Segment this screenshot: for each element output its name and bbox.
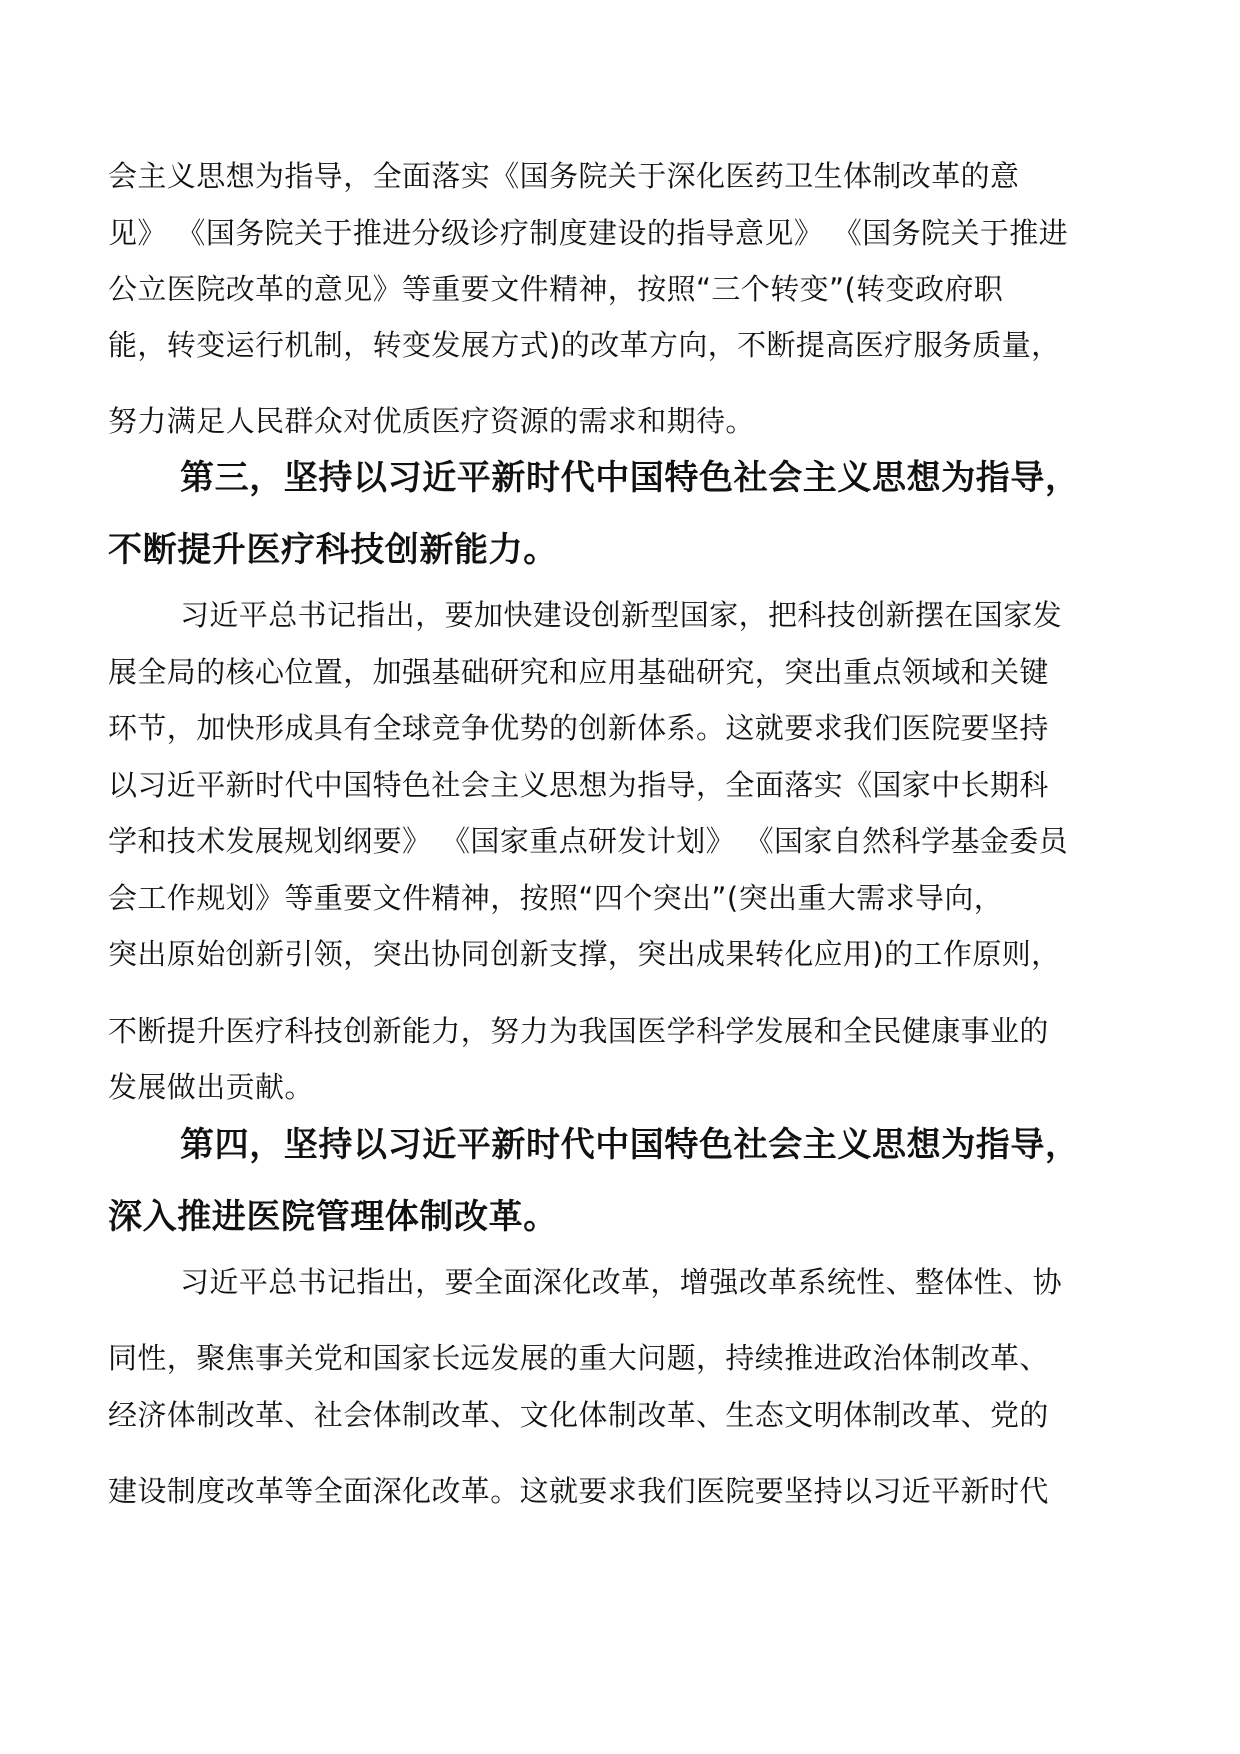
body-line: 见》 《国务院关于推进分级诊疗制度建设的指导意见》 《国务院关于推进: [108, 216, 1069, 250]
body-line: 以习近平新时代中国特色社会主义思想为指导，全面落实《国家中长期科: [108, 768, 1049, 802]
body-line: 展全局的核心位置，加强基础研究和应用基础研究，突出重点领域和关键: [108, 655, 1049, 689]
section-3-heading-line-1: 第三，坚持以习近平新时代中国特色社会主义思想为指导，: [180, 458, 1080, 498]
body-line: 习近平总书记指出，要加快建设创新型国家，把科技创新摆在国家发: [180, 598, 1063, 632]
body-line: 建设制度改革等全面深化改革。这就要求我们医院要坚持以习近平新时代: [108, 1474, 1049, 1508]
body-line: 不断提升医疗科技创新能力，努力为我国医学科学发展和全民健康事业的: [108, 1014, 1049, 1048]
body-line: 会主义思想为指导，全面落实《国务院关于深化医药卫生体制改革的意: [108, 159, 1020, 193]
body-line: 能，转变运行机制，转变发展方式)的改革方向，不断提高医疗服务质量，: [108, 328, 1061, 362]
body-line: 会工作规划》等重要文件精神，按照“四个突出”(突出重大需求导向，: [108, 881, 1004, 915]
body-line: 经济体制改革、社会体制改革、文化体制改革、生态文明体制改革、党的: [108, 1398, 1049, 1432]
section-4-heading-line-1: 第四，坚持以习近平新时代中国特色社会主义思想为指导，: [180, 1125, 1080, 1165]
section-3-heading-line-2: 不断提升医疗科技创新能力。: [108, 530, 558, 570]
body-line: 同性，聚焦事关党和国家长远发展的重大问题，持续推进政治体制改革、: [108, 1341, 1049, 1375]
body-line: 习近平总书记指出，要全面深化改革，增强改革系统性、整体性、协: [180, 1265, 1063, 1299]
body-line: 努力满足人民群众对优质医疗资源的需求和期待。: [108, 404, 755, 438]
body-line: 突出原始创新引领，突出协同创新支撑，突出成果转化应用)的工作原则，: [108, 937, 1061, 971]
body-line: 公立医院改革的意见》等重要文件精神，按照“三个转变”(转变政府职: [108, 272, 1004, 306]
body-line: 学和技术发展规划纲要》 《国家重点研发计划》 《国家自然科学基金委员: [108, 824, 1069, 858]
body-line: 环节，加快形成具有全球竞争优势的创新体系。这就要求我们医院要坚持: [108, 711, 1049, 745]
section-4-heading-line-2: 深入推进医院管理体制改革。: [108, 1197, 558, 1237]
body-line: 发展做出贡献。: [108, 1070, 314, 1104]
